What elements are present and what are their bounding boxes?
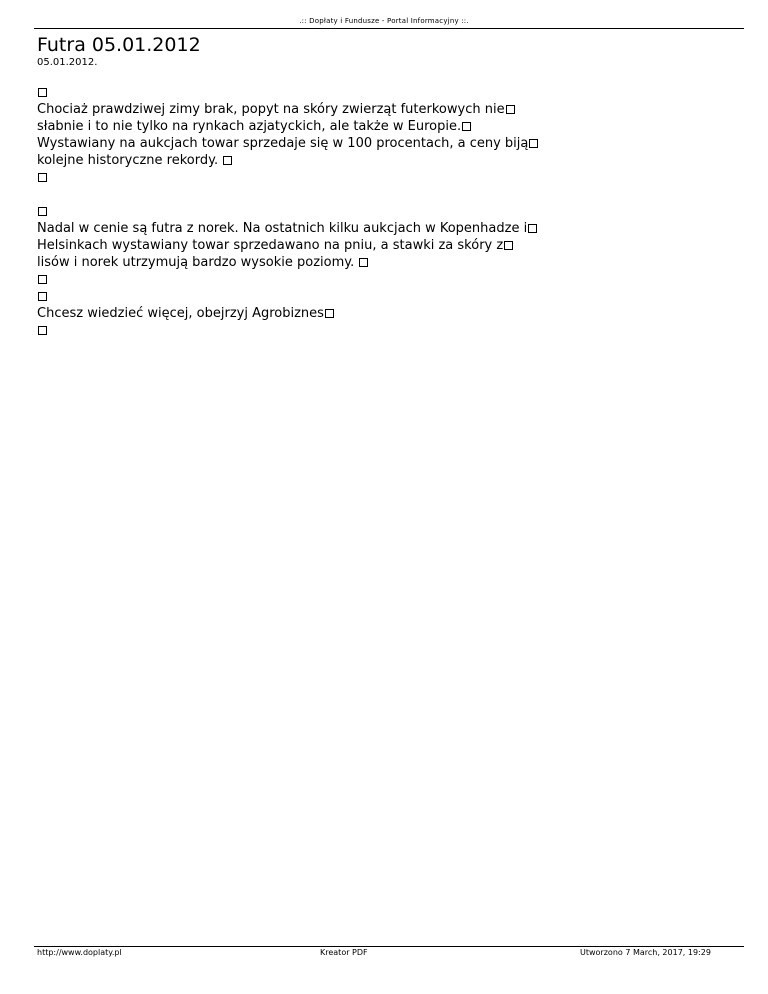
- missing-glyph-icon: [462, 122, 471, 131]
- placeholder-glyph-line: [37, 169, 737, 186]
- article-title: Futra 05.01.2012: [37, 34, 201, 56]
- text-line: Nadal w cenie są futra z norek. Na ostatnich kilku aukcjach w Kopenhadze i: [37, 220, 737, 237]
- placeholder-glyph-line: [37, 271, 737, 288]
- missing-glyph-icon: [504, 241, 513, 250]
- missing-glyph-icon: [38, 326, 47, 335]
- missing-glyph-icon: [38, 173, 47, 182]
- text-line: lisów i norek utrzymują bardzo wysokie poziomy.: [37, 254, 737, 271]
- missing-glyph-icon: [528, 224, 537, 233]
- footer-generator: Kreator PDF: [320, 948, 368, 957]
- placeholder-glyph-line: [37, 84, 737, 101]
- missing-glyph-icon: [38, 207, 47, 216]
- placeholder-glyph-line: [37, 322, 737, 339]
- footer-url: http://www.doplaty.pl: [37, 948, 122, 957]
- footer-divider: [34, 946, 744, 947]
- missing-glyph-icon: [506, 105, 515, 114]
- paragraph-spacer: [37, 186, 737, 203]
- missing-glyph-icon: [529, 139, 538, 148]
- missing-glyph-icon: [359, 258, 368, 267]
- article-date: 05.01.2012.: [37, 57, 98, 68]
- missing-glyph-icon: [325, 309, 334, 318]
- text-line: Wystawiany na aukcjach towar sprzedaje się w 100 procentach, a ceny biją: [37, 135, 737, 152]
- missing-glyph-icon: [223, 156, 232, 165]
- text-line: Helsinkach wystawiany towar sprzedawano na pniu, a stawki za skóry z: [37, 237, 737, 254]
- missing-glyph-icon: [38, 275, 47, 284]
- site-title: .:: Dopłaty i Fundusze - Portal Informacyjny ::.: [299, 17, 469, 25]
- missing-glyph-icon: [38, 292, 47, 301]
- missing-glyph-icon: [38, 88, 47, 97]
- text-line: kolejne historyczne rekordy.: [37, 152, 737, 169]
- placeholder-glyph-line: [37, 288, 737, 305]
- text-line: Chociaż prawdziwej zimy brak, popyt na skóry zwierząt futerkowych nie: [37, 101, 737, 118]
- footer-created-date: Utworzono 7 March, 2017, 19:29: [580, 948, 711, 957]
- text-line: słabnie i to nie tylko na rynkach azjatyckich, ale także w Europie.: [37, 118, 737, 135]
- text-line: Chcesz wiedzieć więcej, obejrzyj Agrobiznes: [37, 305, 737, 322]
- article-body: [37, 84, 737, 339]
- header-divider: [34, 28, 744, 29]
- placeholder-glyph-line: [37, 203, 737, 220]
